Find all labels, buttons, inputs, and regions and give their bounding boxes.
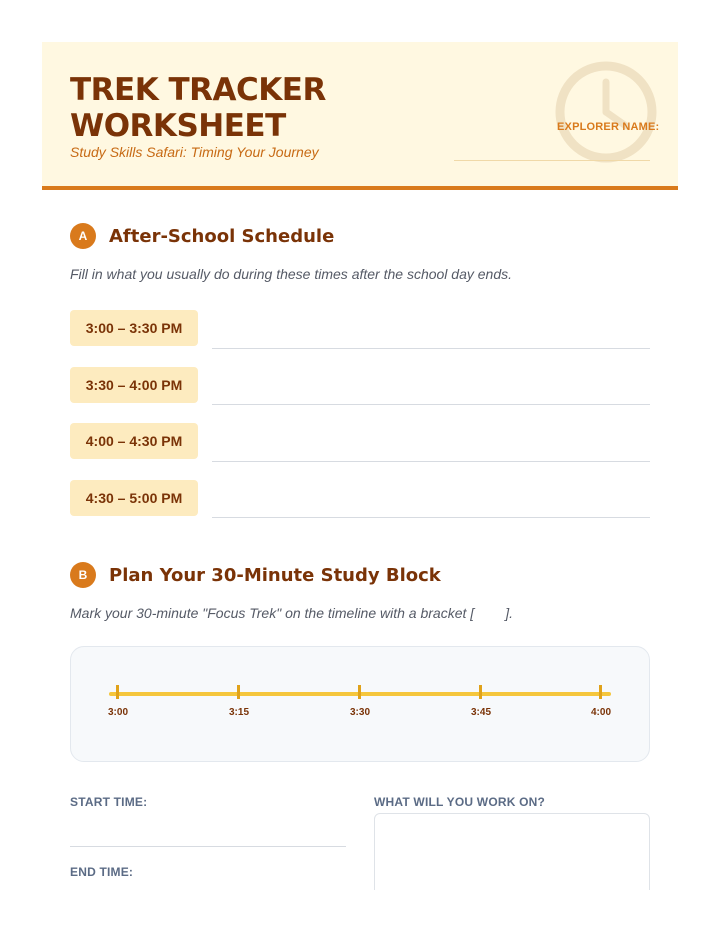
timeline-panel[interactable] <box>70 646 650 762</box>
time-slot-label: 3:30 – 4:00 PM <box>70 367 198 403</box>
timeline-label: 3:30 <box>349 707 370 718</box>
time-slot-label: 4:00 – 4:30 PM <box>70 423 198 459</box>
time-slot-label: 4:30 – 5:00 PM <box>70 480 198 516</box>
title-line-2: WORKSHEET <box>70 108 286 144</box>
work-topic-field[interactable] <box>374 813 650 890</box>
section-a-title: After-School Schedule <box>109 225 335 247</box>
section-b-heading <box>70 562 441 588</box>
time-slot-answer-line[interactable] <box>212 404 650 405</box>
section-b-instruction: Mark your 30-minute "Focus Trek" on the timeline with a bracket [ ]. <box>70 605 514 621</box>
timeline-tick <box>358 685 361 699</box>
end-time-label: END TIME: <box>70 865 134 879</box>
title-line-1: TREK TRACKER <box>70 72 326 108</box>
start-time-field[interactable] <box>70 846 346 847</box>
timeline-label: 3:15 <box>228 707 249 718</box>
section-b-title: Plan Your 30-Minute Study Block <box>109 564 441 586</box>
time-slot-answer-line[interactable] <box>212 348 650 349</box>
clock-icon <box>552 58 660 166</box>
page-subtitle: Study Skills Safari: Timing Your Journey <box>70 144 319 160</box>
timeline-label: 3:45 <box>470 707 491 718</box>
section-a-heading <box>70 223 334 249</box>
page-title <box>70 72 326 144</box>
timeline-tick <box>116 685 119 699</box>
explorer-name-field[interactable] <box>454 160 650 161</box>
timeline-label: 3:00 <box>107 707 128 718</box>
time-slot-answer-line[interactable] <box>212 517 650 518</box>
section-a-badge: A <box>70 223 96 249</box>
time-slot-answer-line[interactable] <box>212 461 650 462</box>
section-a-instruction: Fill in what you usually do during these times after the school day ends. <box>70 266 513 282</box>
section-b-badge: B <box>70 562 96 588</box>
timeline-tick <box>237 685 240 699</box>
explorer-name-label: EXPLORER NAME: <box>557 121 660 133</box>
work-topic-label: WHAT WILL YOU WORK ON? <box>374 795 546 809</box>
timeline-tick <box>479 685 482 699</box>
time-slot-label: 3:00 – 3:30 PM <box>70 310 198 346</box>
worksheet-page <box>42 42 678 890</box>
timeline-tick <box>599 685 602 699</box>
start-time-label: START TIME: <box>70 795 148 809</box>
timeline-label: 4:00 <box>590 707 611 718</box>
header <box>42 42 678 190</box>
